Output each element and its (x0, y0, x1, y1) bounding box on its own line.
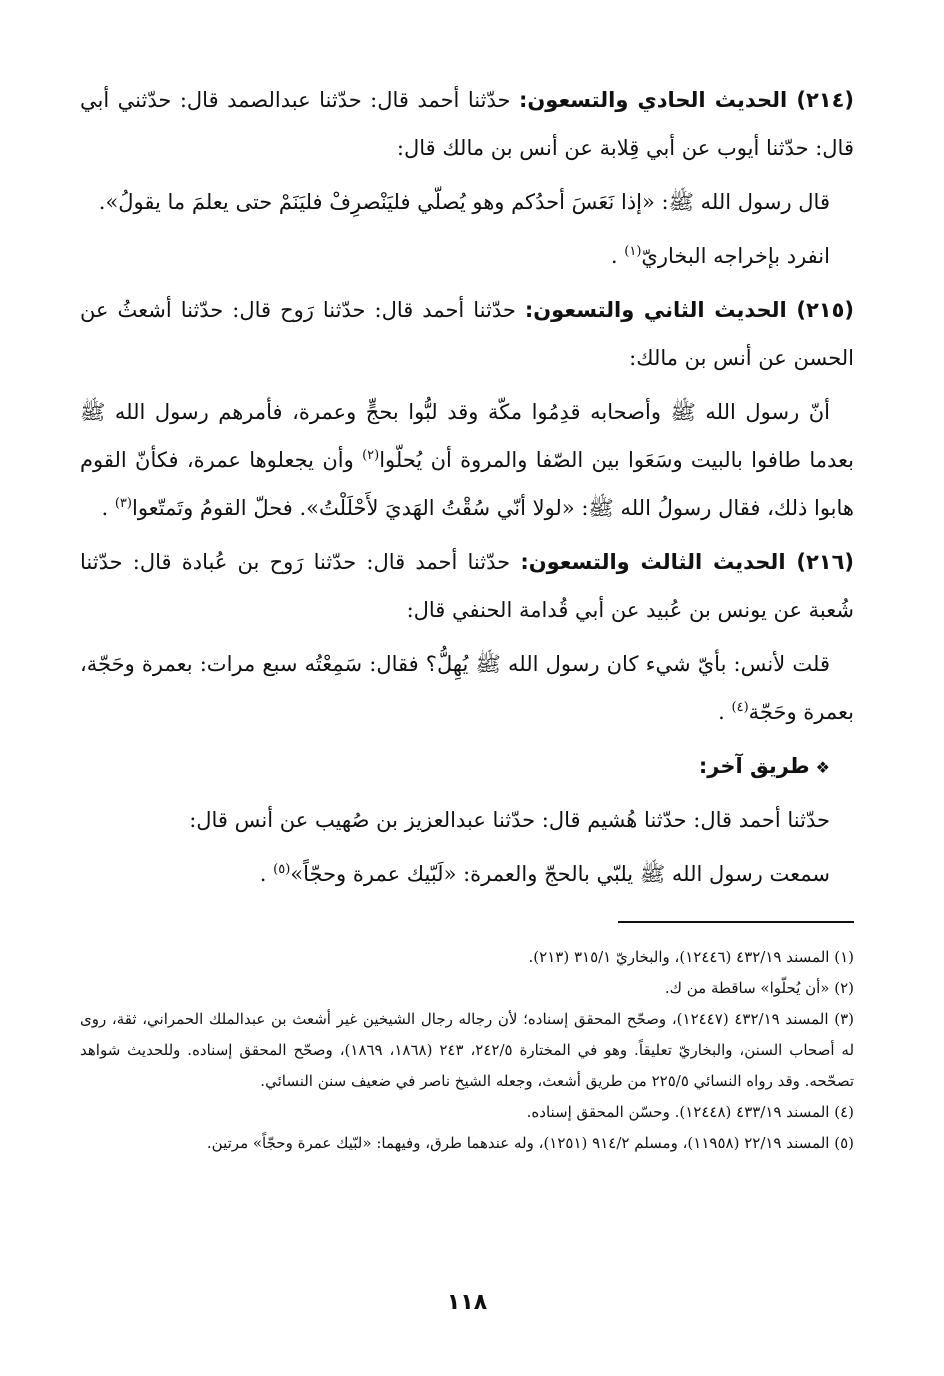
footnote-ref-2[interactable]: (٢) (362, 448, 380, 463)
hadith-215 (80, 286, 854, 382)
footnote-5: (٥) المسند ٢٢/١٩ (١١٩٥٨)، ومسلم ٩١٤/٢ (١٢٥١)، وله عندهما طرق، وفيهما: «لبّيك عمرة وحجّاً» مرتين. (206, 1134, 854, 1152)
another-path-matn (80, 850, 854, 898)
footnotes (80, 942, 854, 1159)
hadith-216-isnad: حدّثنا أحمد قال: حدّثنا رَوح بن عُبادة قال: حدّثنا شُعبة عن يونس بن عُبيد عن أبي قُدامة الحنفي قال: (80, 550, 854, 622)
footnote-4: (٤) المسند ٤٣٣/١٩ (١٢٤٤٨). وحسّن المحقق إسناده. (526, 1103, 854, 1121)
footnote-1: (١) المسند ٤٣٢/١٩ (١٢٤٤٦)، والبخاريّ ٣١٥/١ (٢١٣). (528, 948, 854, 966)
hadith-215-title: (٢١٥) الحديث الثاني والتسعون: (524, 298, 854, 322)
hadith-215-matn-b: وأن يجعلوها عمرة، فكأنّ القوم هابوا ذلك، فقال رسولُ الله ﷺ: «لولا أنّي سُقْتُ الهَديَ لأَحْلَلْتُ». فحلّ القومُ وتَمتّعوا (80, 448, 854, 520)
hadith-216-matn-text: قلت لأنس: بأيّ شيء كان رسول الله ﷺ يُهِلُّ؟ فقال: سَمِعْتُه سبع مرات: بعمرة وحَجّة، بعمرة وحَجّة (80, 652, 854, 724)
footnote-ref-1[interactable]: (١) (624, 244, 642, 259)
hadith-214-isnad: حدّثنا أحمد قال: حدّثنا عبدالصمد قال: حدّثني أبي قال: حدّثنا أيوب عن أبي قِلابة عن أنس بن مالك قال: (80, 88, 854, 160)
diamond-bullet-icon: ❖ (815, 758, 830, 777)
another-path-matn-end: . (259, 862, 267, 886)
footnote-ref-4[interactable]: (٤) (731, 700, 749, 715)
footnote-2: (٢) «أن يُحلّوا» ساقطة من ك. (664, 979, 854, 997)
book-page (80, 76, 854, 1376)
hadith-215-matn-end: . (101, 496, 109, 520)
footnote-divider (618, 921, 854, 923)
hadith-214 (80, 76, 854, 172)
hadith-214-matn: قال رسول الله ﷺ: «إذا نَعَسَ أحدُكم وهو يُصلّي فليَنْصرِفْ فليَنَمْ حتى يعلمَ ما يقولُ». (98, 190, 830, 214)
page-number: ١١٨ (446, 1290, 488, 1315)
another-path-heading (80, 742, 854, 792)
footnote-3: (٣) المسند ٤٣٢/١٩ (١٢٤٤٧)، وصحّح المحقق إسناده؛ لأن رجاله رجال الشيخين غير أشعث بن عبدالملك الحمراني، ثقة، روى له أصحاب السنن، والبخاريّ تعليقاً. وهو في المختارة ٢٤٢/٥، ٢٤٣ (١٨٦٨، ١٨٦٩)، وصحّح المحقق إسناده. وللحديث شواهد تصحّحه. وقد رواه النسائي ٢٢٥/٥ من طريق أشعث، وجعله الشيخ ناصر في ضعيف سنن النسائي. (80, 1010, 855, 1090)
another-path-heading-text: طريق آخر: (698, 754, 810, 778)
hadith-216-matn (80, 640, 854, 736)
hadith-215-matn-a: أنّ رسول الله ﷺ وأصحابه قدِمُوا مكّة وقد لبُّوا بحجٍّ وعمرة، فأمرهم رسول الله ﷺ بعدما طافوا بالبيت وسَعَوا بين الصّفا والمروة أن يُحلّوا (80, 400, 854, 472)
hadith-215-isnad: حدّثنا أحمد قال: حدّثنا رَوح قال: حدّثنا أشعثُ عن الحسن عن أنس بن مالك: (80, 298, 854, 370)
another-path-matn-text: سمعت رسول الله ﷺ يلبّي بالحجّ والعمرة: «لَبّيك عمرة وحجّاً» (290, 862, 830, 886)
hadith-216 (80, 538, 854, 634)
hadith-214-note-end: . (610, 244, 618, 268)
hadith-214-title: (٢١٤) الحديث الحادي والتسعون: (518, 88, 854, 112)
hadith-216-matn-end: . (718, 700, 725, 724)
hadith-216-title: (٢١٦) الحديث الثالث والتسعون: (520, 550, 855, 574)
footnote-ref-5[interactable]: (٥) (273, 862, 291, 877)
main-text (80, 76, 854, 898)
hadith-214-note-text: انفرد بإخراجه البخاريّ (641, 244, 830, 268)
hadith-214-note (80, 232, 854, 280)
footnote-ref-3[interactable]: (٣) (114, 496, 132, 511)
hadith-215-matn (80, 388, 854, 532)
another-path-isnad: حدّثنا أحمد قال: حدّثنا هُشيم قال: حدّثنا عبدالعزيز بن صُهيب عن أنس قال: (189, 808, 830, 832)
